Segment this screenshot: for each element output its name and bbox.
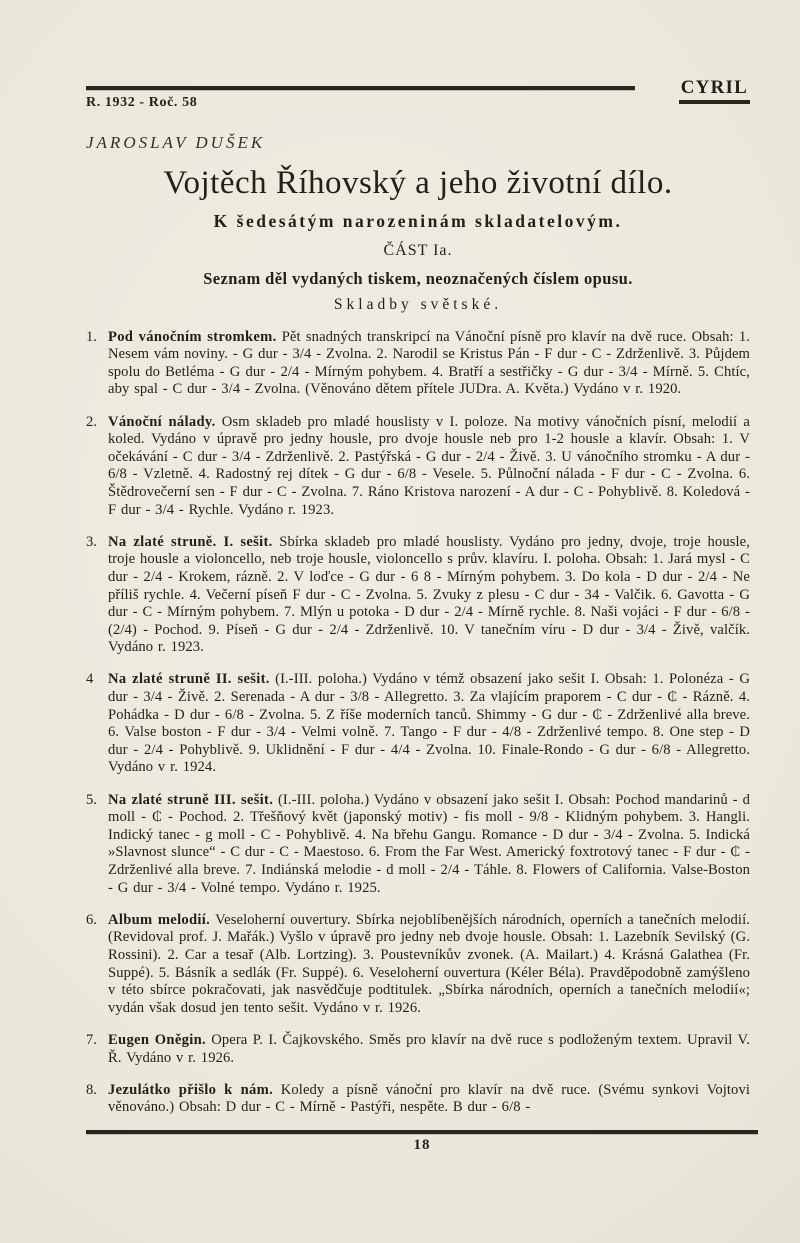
work-description: Koledy a písně vánoční pro klavír na dvě ruce. (Svému synkovi Vojtovi věnováno.) Obsah: D dur - C - Mírně - Pastýři, nespěte. B dur - 6/8 - xyxy=(108,1081,751,1116)
work-item-4 xyxy=(86,671,750,777)
work-title: Na zlaté struně II. sešit. xyxy=(108,671,270,688)
work-description: Veseloherní ouvertury. Sbírka nejoblíbenějších národních, operních a tanečních melodií. (Revidoval prof. J. Mařák.) Vyšlo v úpravě pro jedny neb dvoje housle. Obsah: 1. Lazebník Sevilský (G. Rossini). 2. Car a tesař (Alb. Lortzing). 3. Poustevníkův zvonek. (A. Mailart.) 4. Krásná Galathea (Fr. Suppé). 5. Básník a sedlák (Fr. Suppé). 6. Veseloherní ouvertura (Kéler Béla). Pravděpodobně zamýšleno v této sbírce pokračovati, jak nasvědčuje podtitulek. „Sbírka národních, operních a tanečních melodií«; vydán však dosud jen tento sešit. Vydáno v r. 1926. xyxy=(108,911,750,1016)
issue-block xyxy=(86,86,635,111)
work-title: Vánoční nálady. xyxy=(108,413,216,430)
work-description: Opera P. I. Čajkovského. Směs pro klavír na dvě ruce s podloženým textem. Upravil V. Ř. Vydáno v r. 1926. xyxy=(108,1031,751,1066)
work-number: 3. xyxy=(86,533,97,550)
work-number: 6. xyxy=(86,911,97,928)
journal-header xyxy=(86,77,750,111)
work-item-3 xyxy=(86,534,750,657)
work-item-7 xyxy=(86,1032,750,1067)
header-rule xyxy=(86,86,635,90)
work-item-5 xyxy=(86,792,750,898)
work-description: (I.-III. poloha.) Vydáno v témž obsazení jako sešit I. Obsah: 1. Polonéza - G dur - 3/4 - Živě. 2. Serenada - A dur - 3/8 - Allegretto. 3. Za vlajícím praporem - C dur - ₵ - Rázně. 4. Pohádka - D dur - 6/8 - Zvolna. 5. Z říše moderních tanců. Shimmy - G dur - ₵ - Zdrženlivé alla breve. 6. Valse boston - F dur - 3/4 - Velmi volně. 7. Tango - F dur - 4/8 - Zdrženlivé tempo. 8. One step - D dur - 2/4 - Pohyblivě. 9. Uklidnění - F dur - 4/4 - Zvolna. 10. Finale-Rondo - G dur - 6/8 - Allegretto. Vydáno v r. 1924. xyxy=(108,671,750,776)
work-description: Pět snadných transkripcí na Vánoční písně pro klavír na dvě ruce. Obsah: 1. Nesem vám noviny. - G dur - 3/4 - Zvolna. 2. Narodil se Kristus Pán - F dur - C - Zdrženlivě. 3. Půjdem spolu do Betléma - G dur - 2/4 - Mírným pohybem. 4. Bratří a sestřičky - G dur - 3/4 - Mírně. 5. Chtíc, aby spal - C dur - 3/4 - Zvolna. (Věnováno dětem přítele JUDra. A. Květa.) Vydáno v r. 1920. xyxy=(108,328,750,398)
article-subtitle: K šedesátým narozeninám skladatelovým. xyxy=(213,211,623,231)
page-number: 18 xyxy=(413,1137,431,1153)
work-title: Jezulátko přišlo k nám. xyxy=(108,1081,274,1098)
work-number: 5. xyxy=(86,791,97,808)
work-description: Sbírka skladeb pro mladé houslisty. Vydáno pro jedny, dvoje, troje housle, troje housle a violoncello, neb troje housle, violoncello s prův. klavíru. I. poloha. Obsah: 1. Jará mysl - C dur - 2/4 - Krokem, rázně. 2. V loďce - G dur - 6 8 - Mírným pohybem. 3. Do kola - D dur - 2/4 - Ne příliš rychle. 4. Večerní píseň F dur - C - Zvolna. 5. Zvuky z plesu - C dur - 34 - Valčik. 6. Gavotta - G dur - C - Mírným pohybem. 7. Mlýn u potoka - D dur - 2/4 - Mírně rychle. 8. Naši vojáci - F dur - 6/8 - (2/4) - Pochod. 9. Píseň - G dur - 2/4 - Zdrženlivě. 10. V tanečním víru - D dur - 3/4 - Živě, valčík. Vydáno r. 1923. xyxy=(108,533,750,656)
work-title: Na zlaté struně. I. sešit. xyxy=(108,533,273,550)
work-title: Eugen Oněgin. xyxy=(108,1031,206,1048)
work-description: Osm skladeb pro mladé houslisty v I. poloze. Na motivy vánočních písní, melodií a koled. Vydáno v úpravě pro jedny housle, pro dvoje housle neb pro 1-2 housle a klavír. Obsah: 1. V očekávání - C dur - 3/4 - Zdrženlivě. 2. Pastýřská - G dur - 2/4 - Živě. 3. U vánočního stromku - A dur - 6/8 - Vzletně. 4. Radostný rej dítek - G dur - 6/8 - Vesele. 5. Půlnoční nálada - F dur - C - Zvolna. 6. Štědrovečerní sen - F dur - C - Zvolna. 7. Ráno Kristova narození - A dur - C - Pohyblivě. 8. Koledová - F dur - 3/4 - Rychle. Vydáno r. 1923. xyxy=(108,413,750,518)
work-number: 7. xyxy=(86,1031,97,1048)
page-footer xyxy=(86,1130,758,1154)
author-name: JAROSLAV DUŠEK xyxy=(86,133,266,152)
work-description: (I.-III. poloha.) Vydáno v obsazení jako sešit I. Obsah: Pochod mandarinů - d moll - ₵ - Pochod. 2. Třešňový květ (japonský motiv) - fis moll - 9/8 - Klidným pohybem. 3. Hangli. Indický tanec - g moll - C - Pohyblivě. 4. Na břehu Gangu. Romance - D dur - 3/4 - Zvolna. 5. Indická »Slavnost slunce“ - C dur - C - Maestoso. 6. From the Far West. Americký foxtrotový tanec - F dur - ₵ - Zdrženlivé alla breve. 7. Indiánská melodie - d moll - 2/4 - Táhle. 8. Flowers of California. Valse-Boston - G dur - 3/4 - Volné tempo. Vydáno r. 1925. xyxy=(108,791,750,896)
list-heading: Seznam děl vydaných tiskem, neoznačených číslem opusu. xyxy=(203,269,633,288)
work-number: 2. xyxy=(86,413,97,430)
work-number: 8. xyxy=(86,1081,97,1098)
journal-name: CYRIL xyxy=(679,77,750,104)
work-title: Na zlaté struně III. sešit. xyxy=(108,791,274,808)
footer-rule xyxy=(86,1130,758,1134)
work-item-8 xyxy=(86,1082,750,1117)
work-title: Pod vánočním stromkem. xyxy=(108,328,277,345)
work-item-2 xyxy=(86,414,750,520)
work-number: 4 xyxy=(86,671,94,688)
section-heading: Skladby světské. xyxy=(333,296,503,313)
issue-label: R. 1932 - Roč. 58 xyxy=(86,95,198,110)
article-title: Vojtěch Říhovský a jeho životní dílo. xyxy=(163,165,673,201)
work-title: Album melodií. xyxy=(108,911,211,928)
work-number: 1. xyxy=(86,328,97,345)
work-item-6 xyxy=(86,912,750,1018)
part-heading: ČÁST Ia. xyxy=(383,242,453,259)
works-list xyxy=(86,329,750,1117)
work-item-1 xyxy=(86,329,750,399)
